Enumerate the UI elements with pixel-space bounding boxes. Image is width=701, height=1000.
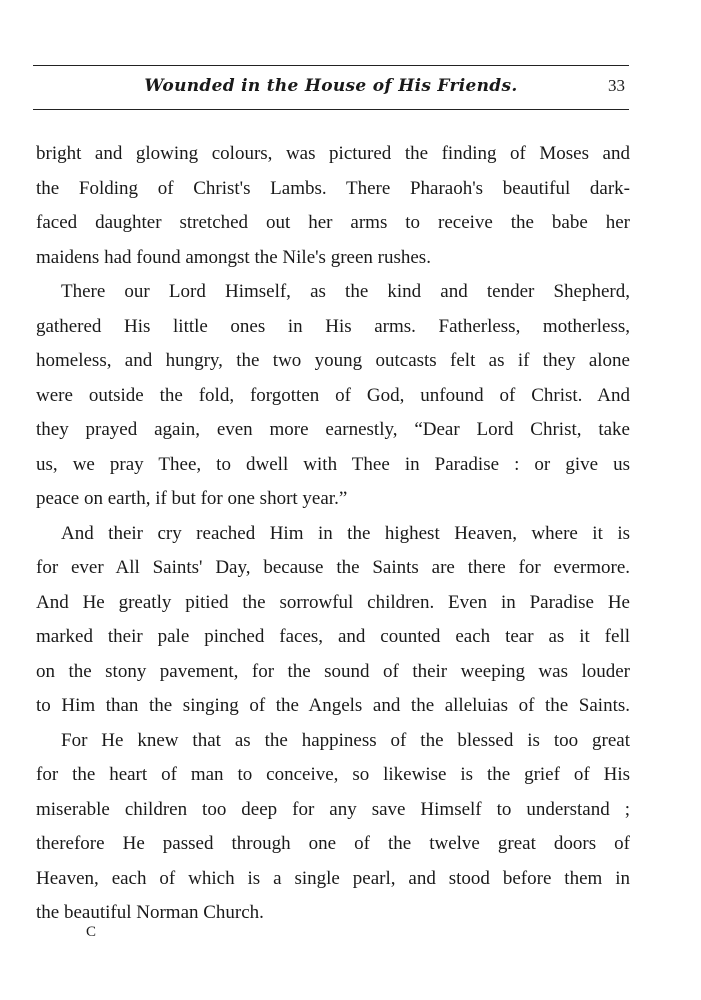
signature-mark: C	[86, 924, 97, 940]
body-text	[36, 137, 630, 931]
text-line: they prayed again, even more earnestly, “Dear Lord Christ, take	[36, 419, 630, 440]
text-line: bright and glowing colours, was pictured the finding of Moses and	[36, 143, 630, 164]
text-line: There our Lord Himself, as the kind and tender Shepherd,	[61, 281, 630, 302]
paragraph	[36, 137, 630, 275]
text-line: were outside the fold, forgotten of God, unfound of Christ. And	[36, 384, 630, 406]
text-line: on the stony pavement, for the sound of their weeping was louder	[36, 660, 630, 682]
text-line: the beautiful Norman Church.	[36, 902, 264, 923]
running-title: Wounded in the House of His Friends.	[144, 76, 518, 96]
text-line: And their cry reached Him in the highest Heaven, where it is	[61, 522, 630, 544]
text-line: us, we pray Thee, to dwell with Thee in Paradise : or give us	[36, 453, 630, 475]
text-line: peace on earth, if but for one short year.”	[36, 488, 348, 509]
text-line: miserable children too deep for any save Himself to understand ;	[36, 798, 630, 820]
text-line: homeless, and hungry, the two young outcasts felt as if they alone	[36, 350, 630, 371]
paragraph	[36, 517, 630, 724]
text-line: And He greatly pitied the sorrowful children. Even in Paradise He	[36, 591, 630, 613]
text-line: Heaven, each of which is a single pearl, and stood before them in	[36, 867, 630, 889]
text-line: therefore He passed through one of the twelve great doors of	[36, 833, 630, 854]
text-line: for the heart of man to conceive, so likewise is the grief of His	[36, 764, 630, 785]
text-line: faced daughter stretched out her arms to receive the babe her	[36, 212, 630, 233]
text-line: gathered His little ones in His arms. Fatherless, motherless,	[36, 315, 630, 337]
text-line: for ever All Saints' Day, because the Saints are there for evermore.	[36, 557, 630, 578]
text-line: the Folding of Christ's Lambs. There Pharaoh's beautiful dark-	[36, 177, 630, 199]
text-line: maidens had found amongst the Nile's green rushes.	[36, 246, 431, 268]
paragraph	[36, 724, 630, 931]
text-line: For He knew that as the happiness of the blessed is too great	[61, 729, 630, 751]
header-rule-top	[33, 65, 629, 66]
text-line: to Him than the singing of the Angels and the alleluias of the Saints.	[36, 695, 630, 716]
paragraph	[36, 275, 630, 517]
page-number: 33	[608, 76, 625, 95]
header-rule-bottom	[33, 109, 629, 110]
text-line: marked their pale pinched faces, and counted each tear as it fell	[36, 626, 630, 647]
